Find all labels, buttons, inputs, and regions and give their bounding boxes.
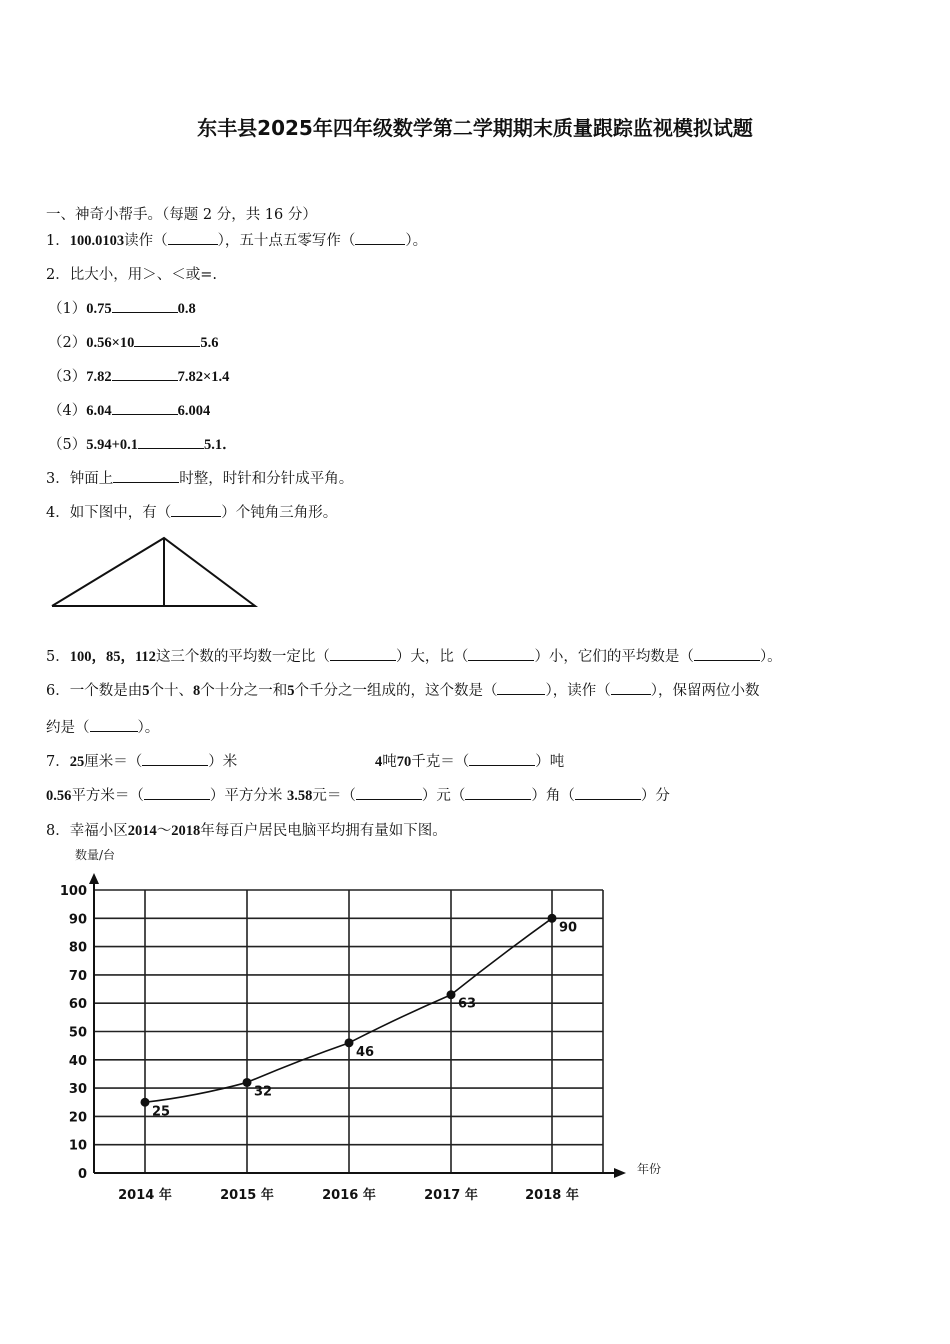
question-4: 4．如下图中，有（ ）个钝角三角形。: [46, 501, 337, 522]
y-tick-label: 20: [68, 1110, 87, 1126]
x-tick-label: 2015 年: [220, 1188, 274, 1203]
x-tick-label: 2016 年: [322, 1188, 376, 1203]
data-label: 46: [356, 1044, 375, 1060]
x-tick-label: 2018 年: [525, 1188, 579, 1203]
y-tick-label: 40: [68, 1053, 87, 1069]
x-tick-label: 2014 年: [118, 1188, 172, 1203]
x-tick-label: 2017 年: [424, 1188, 478, 1203]
data-point: [345, 1038, 354, 1047]
x-axis-arrow-icon: [614, 1168, 626, 1178]
y-tick-label: 10: [68, 1138, 87, 1154]
question-7-part2: 4吨70千克＝（ ）吨: [375, 750, 564, 771]
question-1: 1．100.0103读作（ ），五十点五零写作（ ）。: [46, 229, 427, 250]
y-axis-label: 数量/台: [75, 848, 116, 862]
data-label: 90: [559, 920, 578, 936]
question-6: 6．一个数是由5个十、8个十分之一和5个千分之一组成的，这个数是（ ），读作（ ），保留两位小数: [46, 679, 759, 700]
compare-item: （3）7.82 7.82×1.4: [48, 365, 229, 386]
question-8: 8．幸福小区2014～2018年每百户居民电脑平均拥有量如下图。: [46, 823, 447, 839]
compare-item: （1）0.75 0.8: [48, 297, 196, 318]
y-tick-label: 100: [59, 884, 87, 899]
data-label: 25: [152, 1104, 171, 1120]
section-heading: 一、神奇小帮手。（每题 2 分，共 16 分）: [46, 207, 317, 223]
question-6-cont: 约是（ ）。: [46, 716, 159, 737]
y-tick-label: 90: [68, 912, 87, 928]
question-7-part3: 0.56平方米＝（ ）平方分米 3.58元＝（ ）元（ ）角（ ）分: [46, 784, 670, 805]
y-axis-arrow-icon: [89, 873, 99, 884]
y-tick-label: 30: [68, 1082, 87, 1098]
page-title: 东丰县2025年四年级数学第二学期期末质量跟踪监视模拟试题: [197, 116, 753, 140]
question-5: 5．100，85，112这三个数的平均数一定比（ ）大，比（ ）小，它们的平均数是（ ）。: [46, 645, 782, 666]
compare-item: （2）0.56×10 5.6: [48, 331, 219, 352]
question-3: 3．钟面上 时整，时针和分针成平角。: [46, 467, 353, 488]
y-tick-label: 70: [68, 968, 87, 984]
question-7: 7．25厘米＝（ ）米: [46, 750, 237, 771]
compare-item: （4）6.04 6.004: [48, 399, 210, 420]
y-tick-label: 60: [68, 997, 87, 1013]
y-tick-label: 80: [68, 940, 87, 956]
data-point: [548, 914, 557, 923]
compare-item: （5）5.94+0.1 5.1．: [48, 433, 237, 454]
y-tick-label: 50: [68, 1025, 87, 1041]
data-point: [243, 1078, 252, 1087]
x-axis-label: 年份: [637, 1162, 662, 1176]
y-tick-label: 0: [77, 1167, 87, 1182]
data-point: [141, 1098, 150, 1107]
data-point: [447, 990, 456, 999]
question-2: 2．比大小，用＞、＜或=.: [46, 267, 217, 283]
data-label: 32: [254, 1084, 273, 1100]
data-label: 63: [458, 996, 477, 1012]
